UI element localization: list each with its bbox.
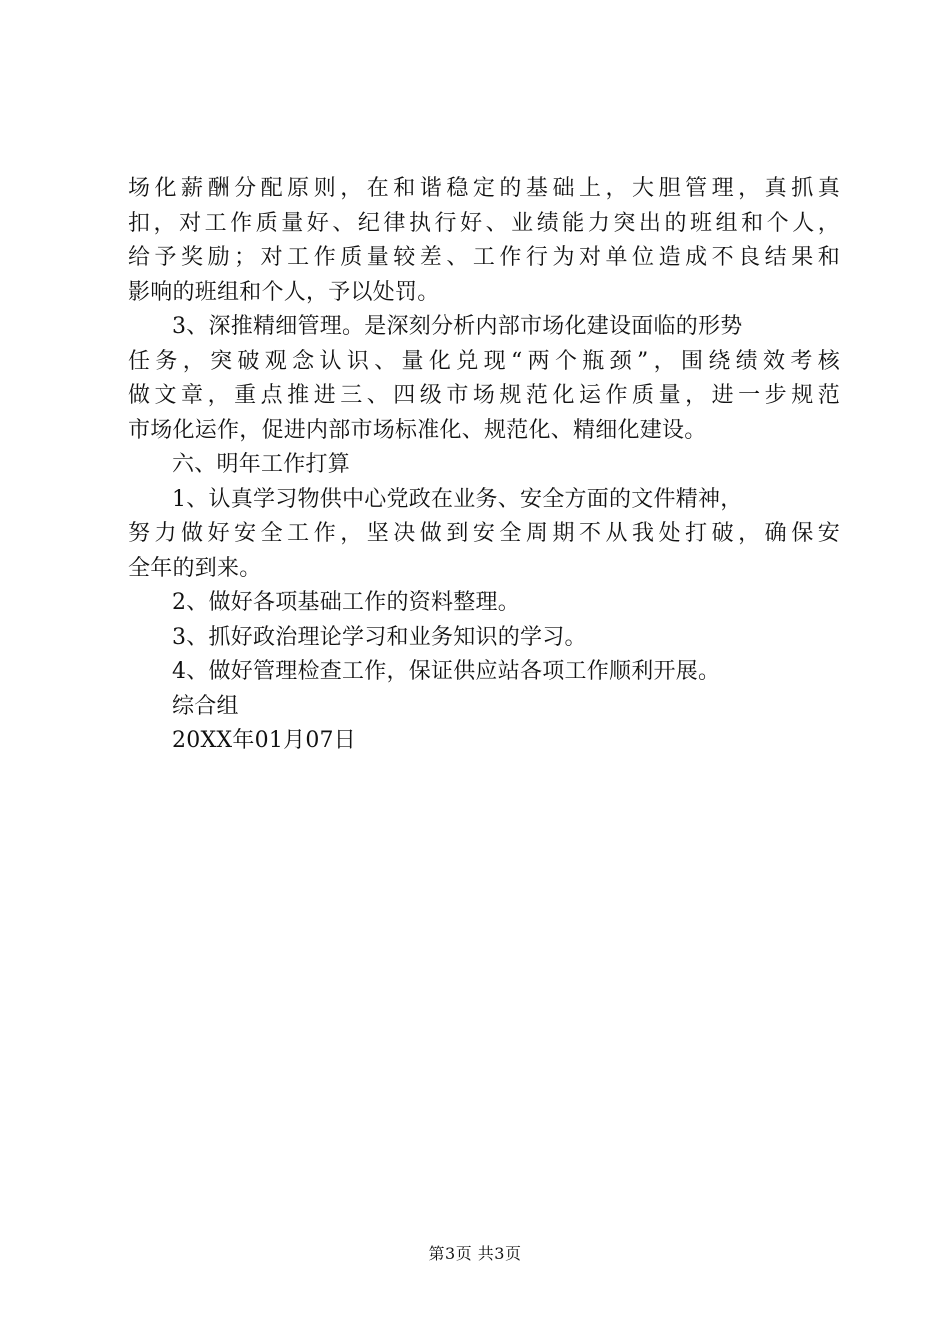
body-text-line: 努力做好安全工作，坚决做到安全周期不从我处打破，确保安 [128,521,840,546]
body-text-line: 3、深推精细管理。是深刻分析内部市场化建设面临的形势 [172,314,743,339]
body-text-line: 给予奖励；对工作质量较差、工作行为对单位造成不良结果和 [128,245,840,270]
page-number-footer: 第3页 共3页 [428,1244,522,1263]
body-text-line: 任务，突破观念认识、量化兑现“两个瓶颈”，围绕绩效考核 [128,348,840,374]
signature-department: 综合组 [172,693,239,719]
document-body [128,172,840,759]
signature-date: 20XX年01月07日 [172,728,357,753]
section-heading: 六、明年工作打算 [172,452,351,477]
body-text-line: 3、抓好政治理论学习和业务知识的学习。 [172,624,587,650]
body-text-line: 1、认真学习物供中心党政在业务、安全方面的文件精神， [172,486,743,512]
body-text-line: 影响的班组和个人，予以处罚。 [128,279,440,305]
body-text-line: 全年的到来。 [128,555,262,581]
body-text-line: 场化薪酬分配原则，在和谐稳定的基础上，大胆管理，真抓真 [128,176,840,201]
body-text-line: 2、做好各项基础工作的资料整理。 [172,590,520,615]
body-text-line: 做文章，重点推进三、四级市场规范化运作质量，进一步规范 [128,383,840,408]
body-text-line: 4、做好管理检查工作，保证供应站各项工作顺利开展。 [172,659,721,684]
body-text-line: 市场化运作，促进内部市场标准化、规范化、精细化建设。 [128,417,707,443]
body-text-line: 扣，对工作质量好、纪律执行好、业绩能力突出的班组和个人， [128,210,840,236]
